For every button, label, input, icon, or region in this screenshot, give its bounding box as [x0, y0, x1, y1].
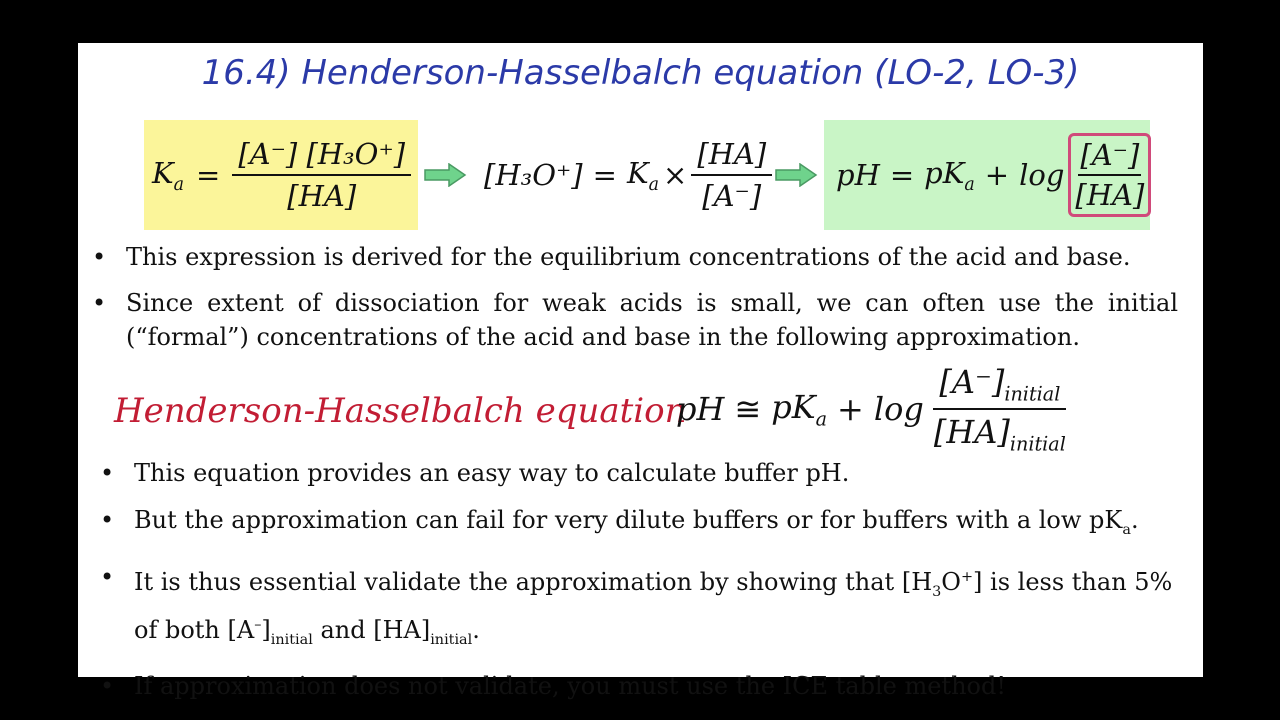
hh-numerator: $[A^-]_{initial}$	[933, 363, 1066, 410]
pka-term: $pK_a$	[924, 155, 975, 195]
slide-title: 16.4) Henderson-Hasselbalch equation (LO-2, LO-3)	[201, 53, 1080, 93]
ratio-denominator: [A⁻]	[702, 179, 762, 213]
ph-ratio-denominator: [HA]	[1075, 178, 1145, 212]
h3o-lhs: [H₃O⁺]	[484, 158, 583, 192]
slide	[78, 43, 1203, 701]
hh-ph: pH	[676, 390, 725, 428]
approx-sign: ≅	[734, 390, 762, 428]
ka-factor: $K_a$	[626, 155, 659, 195]
h3o-equation	[484, 127, 772, 223]
hh-fraction	[928, 363, 1072, 456]
ratio-numerator: [HA]	[691, 137, 772, 176]
bullet-validate: • It is thus essential validate the approximation by showing that $[H_3O^+]$ is less than 5% of both $[A^-]_{initial}$ and $[HA]_{initial}$.	[100, 561, 1200, 657]
ka-symbol: $K_a$	[152, 155, 185, 195]
ka-fraction	[232, 137, 411, 213]
equals-sign: =	[889, 158, 915, 192]
bottom-bullet-list	[100, 457, 1200, 703]
times-sign: ×	[663, 158, 688, 192]
ph-lhs: pH	[836, 158, 880, 192]
ph-equation	[836, 127, 1151, 223]
hh-log: log	[873, 390, 924, 428]
bullet-formal-concentrations: • Since extent of dissociation for weak acids is small, we can often use the initial (“formal”) concentrations of the acid and base in the following approximation.	[92, 286, 1178, 354]
ka-equation	[152, 127, 411, 223]
bullet-approx-fail: • But the approximation can fail for very dilute buffers or for buffers with a low $pK_a$.	[100, 504, 1200, 547]
plus-sign: +	[837, 390, 864, 428]
ph-ratio-fraction	[1073, 138, 1146, 212]
hh-equation	[676, 361, 1072, 457]
hh-equation-label: Henderson-Hasselbalch equation	[114, 391, 687, 431]
bullet-easy-calc: • This equation provides an easy way to calculate buffer pH.	[100, 457, 1200, 490]
ph-ratio-numerator: [A⁻]	[1078, 138, 1141, 176]
hh-denominator: $[HA]_{initial}$	[933, 413, 1066, 456]
right-arrow-icon	[423, 163, 467, 187]
right-arrow-icon	[774, 163, 818, 187]
ka-numerator: [A⁻] [H₃O⁺]	[232, 137, 411, 176]
log-term: log	[1019, 158, 1065, 192]
highlighted-ratio	[1068, 133, 1151, 217]
equals-sign: =	[196, 158, 221, 192]
equals-sign: =	[592, 158, 617, 192]
hh-pka: $pK_a$	[771, 387, 828, 431]
plus-sign: +	[984, 158, 1010, 192]
ratio-fraction	[691, 137, 772, 213]
top-bullet-list	[92, 240, 1178, 354]
bullet-derived-expression: • This expression is derived for the equilibrium concentrations of the acid and base.	[92, 240, 1178, 274]
bullet-ice-table: • If approximation does not validate, you must use the ICE table method!	[100, 670, 1200, 703]
ka-denominator: [HA]	[287, 179, 357, 213]
